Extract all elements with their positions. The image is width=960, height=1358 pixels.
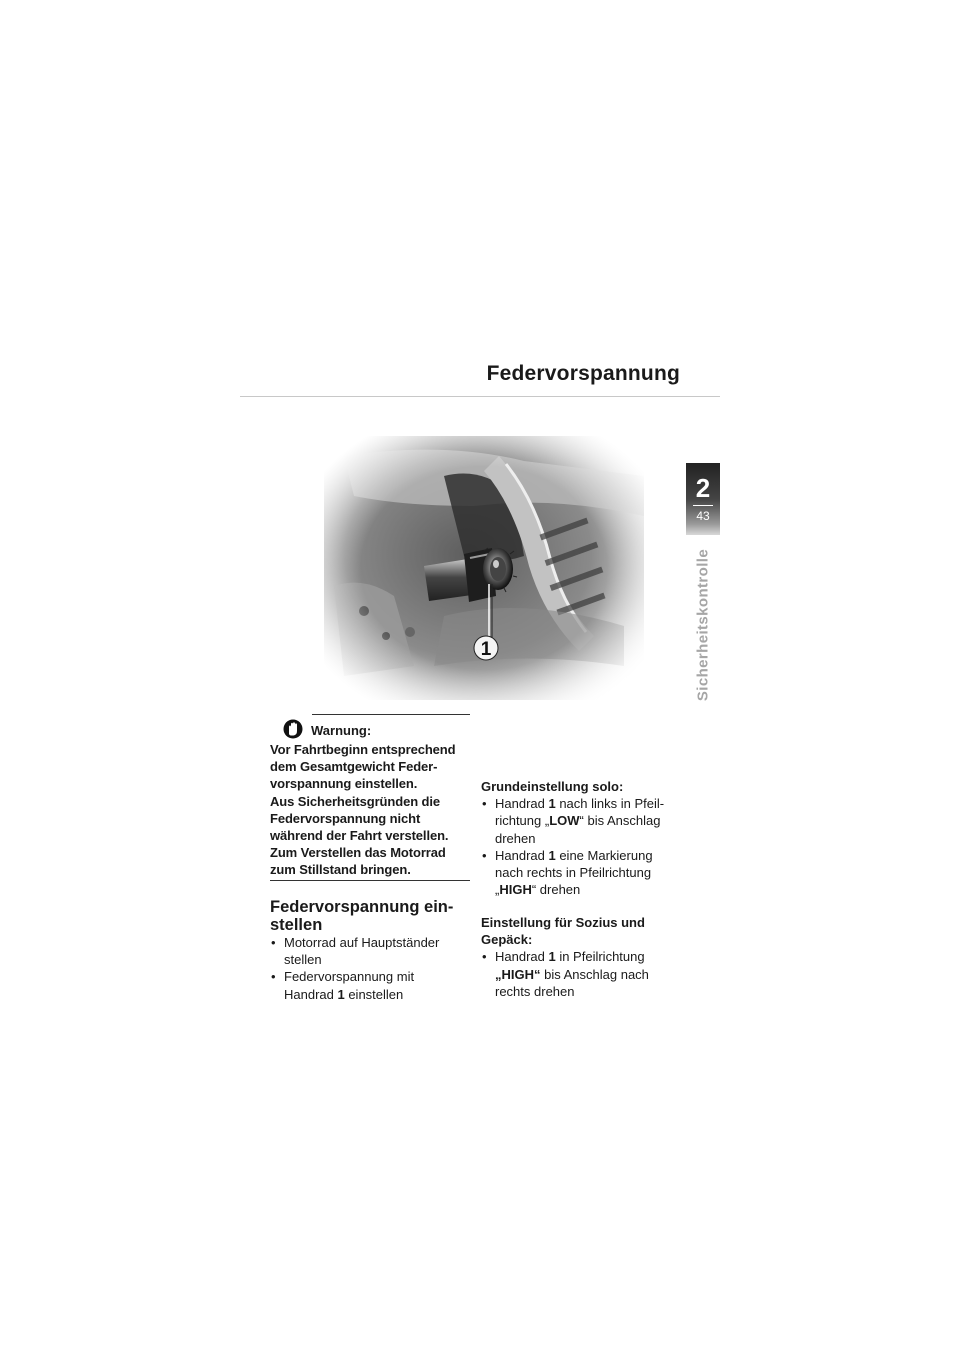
list-item-line — [495, 948, 691, 965]
warning-header — [270, 715, 470, 739]
warning-line: dem Gesamtgewicht Feder- — [270, 759, 438, 775]
stop-hand-icon — [283, 719, 303, 739]
warning-line: zum Stillstand bringen. — [270, 862, 411, 878]
setting-keyword: LOW — [549, 813, 580, 829]
spring-preload-photo — [324, 436, 644, 700]
callout-ref: 1 — [548, 847, 556, 863]
text-run: bis Anschlag nach — [540, 966, 649, 982]
warning-text — [270, 741, 470, 879]
section-heading-line: Federvorspannung ein- — [270, 898, 454, 916]
side-chapter-label: Sicherheitskontrolle — [694, 548, 712, 702]
adjust-steps-list — [270, 934, 470, 1003]
list-item-line — [495, 881, 691, 898]
list-item-line: stellen — [284, 952, 322, 968]
callout-ref: 1 — [548, 796, 556, 812]
list-item-line — [495, 812, 691, 829]
warning-label: Warnung: — [311, 723, 372, 738]
callout-ref: 1 — [548, 949, 556, 965]
warning-line: Zum Verstellen das Motorrad — [270, 845, 446, 861]
warning-line: Vor Fahrtbeginn entsprechend — [270, 742, 456, 757]
list-item-line: • Federvorspannung mit — [284, 969, 415, 985]
warning-line: vorspannung einstellen. — [270, 776, 418, 792]
list-item-line: • Motorrad auf Hauptständer — [284, 935, 440, 950]
page-number: 43 — [696, 509, 710, 523]
list-item-line: rechts drehen — [495, 983, 575, 999]
warning-line: Federvorspannung nicht — [270, 810, 421, 826]
solo-steps-list — [481, 795, 691, 898]
list-item — [481, 847, 691, 899]
chapter-tab-divider — [693, 505, 713, 506]
list-item-line — [495, 966, 691, 983]
text-run: “ drehen — [531, 882, 581, 898]
text-run: eine Markierung — [555, 847, 653, 863]
text-run: Handrad — [495, 847, 549, 863]
warning-bottom-rule — [270, 880, 470, 881]
section-heading — [270, 898, 470, 934]
text-run: Handrad — [284, 986, 338, 1002]
spring-preload-illustration — [324, 436, 644, 700]
text-run: nach links in Pfeil- — [555, 796, 665, 812]
list-item-line: drehen — [495, 830, 536, 846]
page-title: Federvorspannung — [486, 362, 680, 385]
list-item-line — [495, 847, 691, 864]
list-item-line — [284, 986, 470, 1003]
list-item — [270, 968, 470, 1002]
chapter-number: 2 — [695, 473, 711, 503]
text-run: in Pfeilrichtung — [555, 949, 645, 965]
pillion-heading-line: Gepäck: — [481, 932, 533, 948]
text-run: „ — [495, 882, 500, 898]
callout-ref: 1 — [337, 986, 345, 1002]
warning-box — [270, 714, 470, 881]
text-run: richtung „ — [495, 813, 550, 829]
list-item — [481, 795, 691, 847]
list-item-line — [495, 795, 691, 812]
warning-line: Aus Sicherheitsgründen die — [270, 793, 441, 809]
setting-keyword: HIGH — [499, 882, 532, 898]
list-item — [481, 948, 691, 1000]
setting-keyword: „HIGH“ — [495, 966, 541, 982]
warning-line: während der Fahrt verstellen. — [270, 828, 449, 844]
text-run: Handrad — [495, 796, 549, 812]
list-item-line: nach rechts in Pfeilrichtung — [495, 865, 652, 881]
pillion-heading-line: Einstellung für Sozius und — [481, 915, 645, 930]
pillion-setting-block — [481, 914, 691, 1000]
text-run: Handrad — [495, 949, 549, 965]
chapter-tab — [686, 463, 720, 535]
pillion-steps-list — [481, 948, 691, 1000]
section-heading-line: stellen — [270, 916, 323, 934]
callout-1-label: 1 — [480, 639, 492, 660]
text-run: “ bis Anschlag — [579, 813, 661, 829]
text-run: einstellen — [344, 986, 404, 1002]
solo-setting-block — [481, 778, 691, 898]
list-item — [270, 934, 470, 968]
pillion-heading — [481, 914, 691, 948]
solo-heading: Grundeinstellung solo: — [481, 779, 624, 794]
title-divider — [240, 396, 720, 397]
